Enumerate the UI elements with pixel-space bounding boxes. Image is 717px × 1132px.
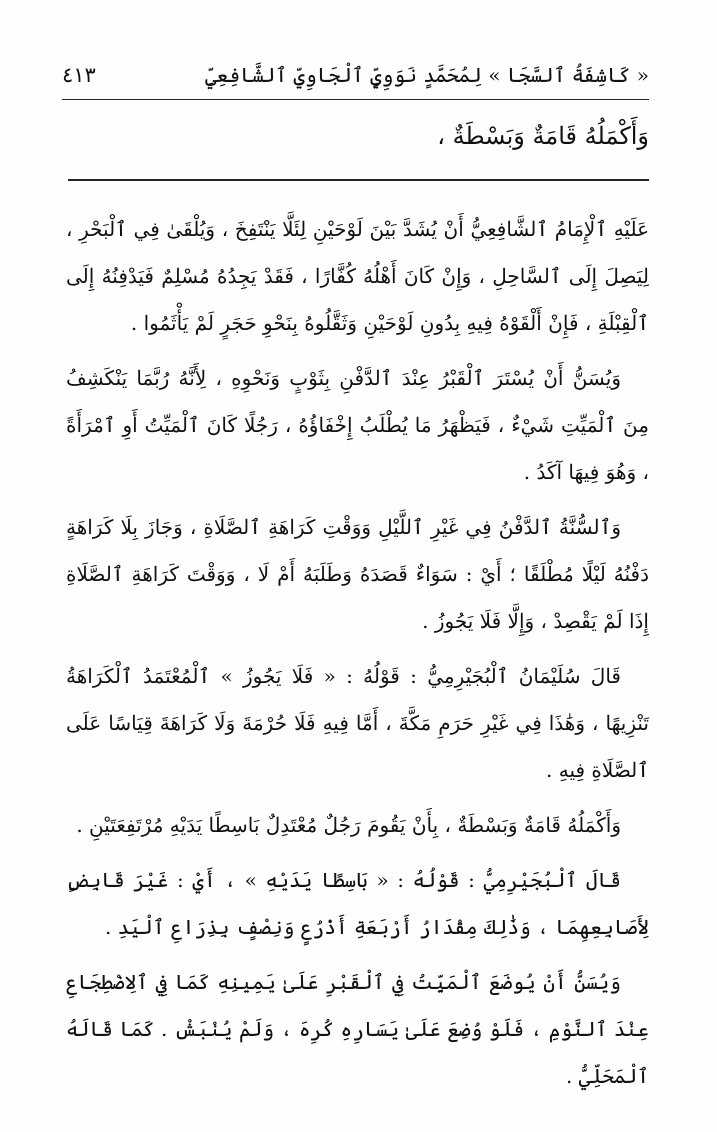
commentary-body: [66, 206, 649, 1108]
paragraph: وَيُسَنُّ أَنْ يُوضَعَ ٱلْمَيِّتُ فِي ٱلْقَبْرِ عَلَىٰ يَمِينِهِ كَمَا فِي ٱلِاضْطِجَاعِ عِنْدَ ٱلنَّوْمِ ، فَلَوْ وُضِعَ عَلَىٰ يَسَارِهِ كُرِهَ ، وَلَمْ يُنْبَشْ . كَمَا قَالَهُ ٱلْمَحَلِّيُّ .: [66, 970, 649, 1088]
page-number: ٤١٣: [62, 63, 96, 87]
header-divider: [62, 99, 649, 100]
paragraph: وَأَكْمَلُهُ قَامَةٌ وَبَسْطَةٌ ، بِأَنْ يَقُومَ رَجُلٌ مُعْتَدِلٌ بَاسِطًا يَدَيْهِ مُرْتَفِعَتَيْنِ .: [76, 813, 621, 837]
matn-excerpt: وَأَكْمَلُهُ قَامَةٌ وَبَسْطَةٌ ،: [437, 122, 649, 150]
commentary-divider: [68, 179, 649, 181]
paragraph: وَٱلسُّنَّةُ ٱلدَّفْنُ فِي غَيْرِ ٱللَّيْلِ وَوَقْتِ كَرَاهَةِ ٱلصَّلَاةِ ، وَجَازَ بِلَا كَرَاهَةٍ دَفْنُهُ لَيْلًا مُطْلَقًا ؛ أَيْ : سَوَاءٌ قَصَدَهُ وَطَلَبَهُ أَمْ لَا ، وَوَقْتَ كَرَاهَةِ ٱلصَّلَاةِ إِذَا لَمْ يَقْصِدْ ، وَإِلَّا فَلَا يَجُوزُ .: [66, 515, 649, 633]
book-title: « كَاشِفَةُ ٱلسَّجَا » لِمُحَمَّدٍ نَوَوِيٍّ ٱلْجَاوِيِّ ٱلشَّافِعِيِّ: [205, 63, 649, 87]
running-header: [62, 58, 649, 98]
paragraph: عَلَيْهِ ٱلْإِمَامُ ٱلشَّافِعِيُّ أَنْ يُشَدَّ بَيْنَ لَوْحَيْنِ لِئَلَّا يَنْتَفِخَ ، وَيُلْقَىٰ فِي ٱلْبَحْرِ ، لِيَصِلَ إِلَى ٱلسَّاحِلِ ، وَإِنْ كَانَ أَهْلُهُ كُفَّارًا ، فَقَدْ يَجِدُهُ مُسْلِمٌ فَيَدْفِنُهُ إِلَى ٱلْقِبْلَةِ ، فَإِنْ أَلْقَوْهُ فِيهِ بِدُونِ لَوْحَيْنِ وَثَقَّلُوهُ بِنَحْوِ حَجَرٍ لَمْ يَأْثَمُوا .: [66, 217, 649, 335]
paragraph: قَالَ ٱلْبُجَيْرِمِيُّ : قَوْلُهُ : « بَاسِطًا يَدَيْهِ » ، أَيْ : غَيْرَ قَابِضٍ لِأَصَابِعِهِمَا ، وَذَٰلِكَ مِقْدَارُ أَرْبَعَةِ أَذْرُعٍ وَنِصْفٍ بِذِرَاعِ ٱلْيَدِ .: [66, 868, 649, 939]
paragraph: وَيُسَنُّ أَنْ يُسْتَرَ ٱلْقَبْرُ عِنْدَ ٱلدَّفْنِ بِثَوْبٍ وَنَحْوِهِ ، لِأَنَّهُ رُبَّمَا يَنْكَشِفُ مِنَ ٱلْمَيِّتِ شَيْءٌ ، فَيَظْهَرُ مَا يُطْلَبُ إِخْفَاؤُهُ ، رَجُلًا كَانَ ٱلْمَيِّتُ أَوِ ٱمْرَأَةً ، وَهُوَ فِيهَا آكَدُ .: [66, 366, 649, 484]
paragraph: قَالَ سُلَيْمَانُ ٱلْبُجَيْرِمِيُّ : قَوْلُهُ : « فَلَا يَجُوزُ » ٱلْمُعْتَمَدُ ٱلْكَرَاهَةُ تَنْزِيهًا ، وَهَٰذَا فِي غَيْرِ حَرَمِ مَكَّةَ ، أَمَّا فِيهِ فَلَا حُرْمَةَ وَلَا كَرَاهَةَ قِيَاسًا عَلَى ٱلصَّلَاةِ فِيهِ .: [66, 664, 649, 782]
